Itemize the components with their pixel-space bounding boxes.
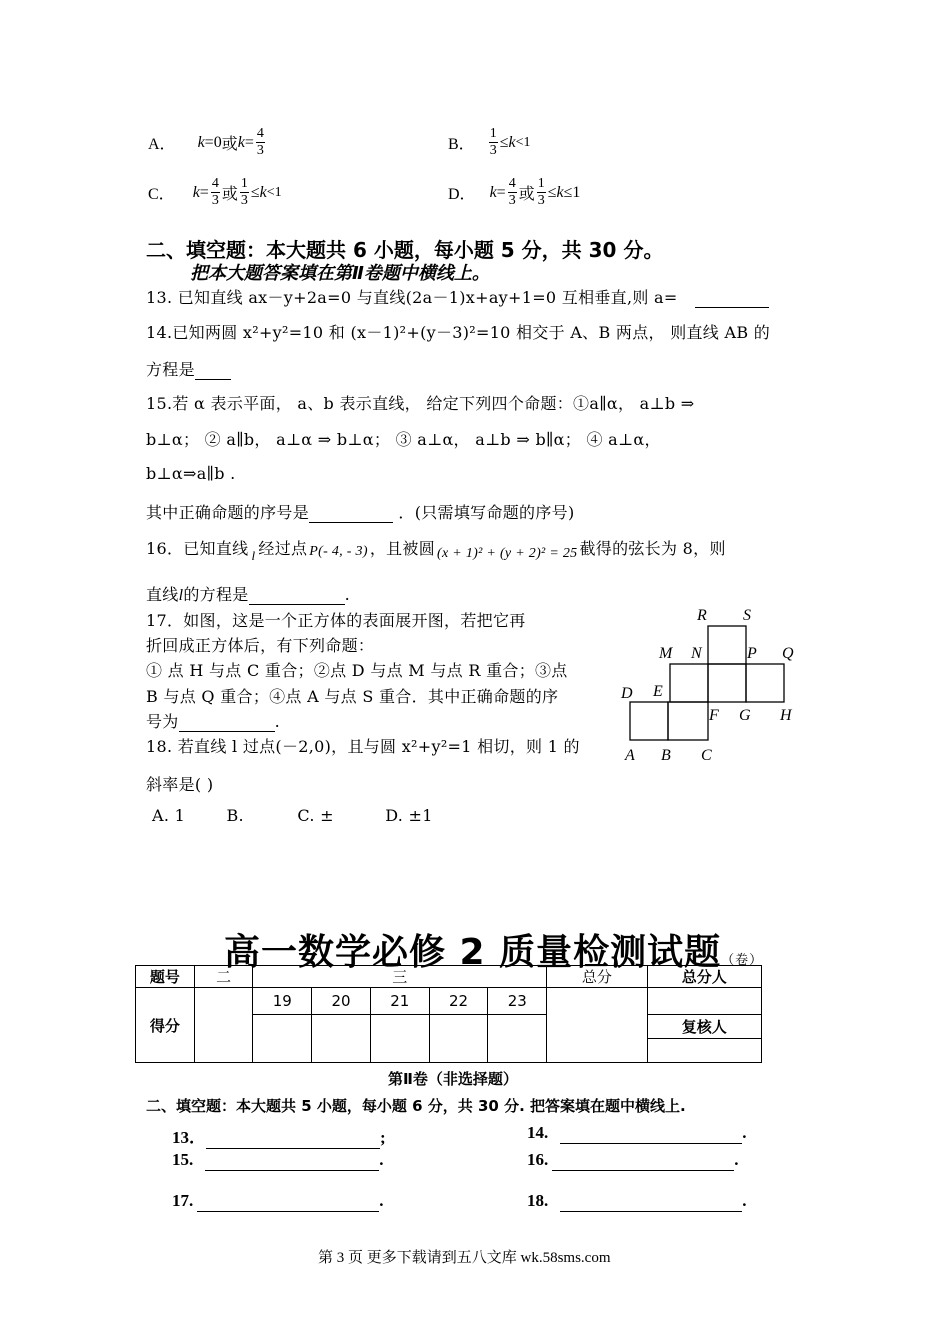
text: =	[496, 183, 506, 201]
answer-end: .	[734, 1150, 739, 1169]
question-15-line4	[146, 500, 575, 523]
answer-end: .	[742, 1191, 747, 1210]
answer-end: ;	[380, 1128, 386, 1147]
answer-number: 13．	[172, 1128, 206, 1147]
fraction	[508, 176, 517, 209]
net-square	[746, 664, 784, 702]
label-C: C	[701, 747, 712, 764]
label-Q: Q	[782, 645, 794, 662]
sub-20: 20	[312, 988, 371, 1015]
cube-net-figure	[615, 600, 805, 775]
question-text: .	[274, 712, 280, 731]
score-cell-total[interactable]	[547, 988, 647, 1063]
question-15-line2: b⊥α； ② a∥b， a⊥α ⇒ b⊥α； ③ a⊥α， a⊥b ⇒ b∥α； ④ a⊥α，	[146, 430, 661, 449]
text: =	[199, 183, 209, 201]
question-text: 其中正确命题的序号是	[146, 503, 310, 522]
question-17-line1: 17．如图，这是一个正方体的表面展开图，若把它再	[146, 611, 526, 630]
answer-blank	[249, 585, 345, 605]
denominator: 3	[211, 193, 219, 208]
question-15-line3: b⊥α⇒a∥b .	[146, 464, 236, 483]
point-p: P(- 4, - 3)	[309, 543, 368, 559]
sub-22: 22	[429, 988, 488, 1015]
fraction	[537, 176, 546, 209]
answer-end: .	[379, 1150, 384, 1169]
question-text: 的方程是	[183, 585, 249, 604]
answer-number: 17.	[172, 1191, 194, 1210]
section-heading: 二、填空题：本大题共 6 小题，每小题 5 分，共 30 分。	[146, 238, 664, 262]
question-17-line4: B 与点 Q 重合；④点 A 与点 S 重合．其中正确命题的序	[146, 687, 559, 706]
numerator: 4	[508, 176, 516, 191]
answer-number: 16.	[527, 1150, 549, 1169]
option-c	[148, 176, 282, 209]
option-b	[448, 126, 530, 159]
score-cell-22[interactable]	[429, 1015, 488, 1063]
option-d	[448, 176, 580, 209]
sub-21: 21	[370, 988, 429, 1015]
label-E: E	[653, 683, 663, 700]
fraction	[489, 126, 498, 159]
var-k: k	[237, 133, 245, 151]
question-16-line2	[146, 582, 350, 605]
paper-title-suffix: （卷）	[721, 953, 764, 968]
label-H: H	[780, 707, 792, 724]
question-14-line1: 14.已知两圆 x²+y²=10 和 (x－1)²+(y－3)²=10 相交于 A、B 两点， 则直线 AB 的	[146, 323, 771, 342]
answer-end: .	[742, 1123, 747, 1142]
answer-line-17[interactable]	[197, 1191, 379, 1212]
score-cell-23[interactable]	[488, 1015, 547, 1063]
question-15-line1: 15.若 α 表示平面， a、b 表示直线， 给定下列四个命题：①a∥α， a⊥b ⇒	[146, 394, 695, 413]
text: ≤	[250, 183, 260, 201]
question-text: .	[344, 585, 350, 604]
text: ≤	[547, 183, 557, 201]
answer-blank	[309, 503, 393, 523]
question-text: ，且被圆	[369, 539, 436, 558]
option-a	[148, 126, 267, 159]
label-P: P	[747, 645, 757, 662]
net-square	[630, 702, 668, 740]
var-k: k	[508, 133, 516, 151]
var-k: k	[259, 183, 267, 201]
numerator: 4	[256, 126, 264, 141]
sub-19: 19	[253, 988, 312, 1015]
fraction	[240, 176, 249, 209]
text: 或	[518, 186, 535, 203]
question-text: ．(只需填写命题的序号)	[393, 503, 575, 522]
question-18-line1: 18. 若直线 l 过点(－2,0)，且与圆 x²+y²=1 相切，则 1 的	[146, 737, 580, 756]
var-k: k	[556, 183, 564, 201]
score-cell-21[interactable]	[370, 1015, 429, 1063]
header-zongfen: 总分	[547, 966, 647, 988]
header-zongfenren: 总分人	[647, 966, 761, 988]
juan2-heading: 第Ⅱ卷（非选择题）	[388, 1070, 518, 1088]
text: ≤	[499, 133, 509, 151]
option-d: D. ±1	[385, 806, 433, 825]
text: <1	[266, 184, 282, 200]
var-k: k	[489, 183, 497, 201]
net-square	[708, 664, 746, 702]
numerator: 1	[489, 126, 497, 141]
question-text: 经过点	[258, 539, 308, 558]
answer-line-18[interactable]	[560, 1191, 742, 1212]
text: 或	[221, 136, 238, 153]
page-footer: 第 3 页 更多下载请到五八文库 wk.58sms.com	[318, 1250, 611, 1266]
label-R: R	[697, 607, 707, 624]
numerator: 4	[211, 176, 219, 191]
section-subheading: 把本大题答案填在第Ⅱ卷题中横线上。	[190, 263, 490, 284]
var-k: k	[197, 133, 205, 151]
answer-17	[172, 1191, 384, 1212]
header-san: 三	[253, 966, 547, 988]
denominator: 3	[489, 143, 497, 158]
question-text: 16．已知直线	[146, 539, 249, 558]
option-c: C. ±	[297, 806, 334, 825]
text: =0	[204, 133, 222, 151]
question-text: 直线	[146, 585, 179, 604]
label-fuheren: 复核人	[647, 1015, 761, 1039]
label-M: M	[659, 645, 673, 662]
answer-line-15[interactable]	[205, 1150, 379, 1171]
option-a: A. 1	[152, 806, 186, 825]
answer-line-13[interactable]	[206, 1128, 380, 1149]
label-defen: 得分	[136, 988, 195, 1063]
answer-number: 14.	[527, 1123, 549, 1142]
answer-number: 15.	[172, 1150, 194, 1169]
net-square	[668, 702, 708, 740]
text: 或	[221, 186, 238, 203]
fraction	[211, 176, 220, 209]
answer-number: 18.	[527, 1191, 549, 1210]
label-G: G	[739, 707, 751, 724]
question-16-line1	[146, 536, 726, 563]
answer-line-14[interactable]	[560, 1123, 742, 1144]
option-label: C．	[148, 186, 175, 203]
question-17-line3: ① 点 H 与点 C 重合；②点 D 与点 M 与点 R 重合；③点	[146, 661, 568, 680]
question-18-line2: 斜率是( )	[146, 775, 214, 794]
label-B: B	[661, 747, 671, 764]
answer-18	[527, 1191, 747, 1212]
var-l: l	[178, 587, 184, 604]
label-D: D	[621, 685, 633, 702]
question-14-line2	[146, 357, 231, 380]
question-18-options	[152, 806, 433, 825]
section-instructions: 二、填空题：本大题共 5 小题，每小题 6 分，共 30 分. 把答案填在题中横线上.	[146, 1097, 686, 1115]
label-N: N	[691, 645, 702, 662]
text: <1	[515, 134, 531, 150]
paper-title-text: 高一数学必修 2 质量检测试题	[224, 932, 722, 973]
label-A: A	[625, 747, 635, 764]
option-label: D．	[448, 186, 476, 203]
question-17-line2: 折回成正方体后，有下列命题：	[146, 636, 375, 655]
denominator: 3	[240, 193, 248, 208]
label-F: F	[709, 707, 719, 724]
option-b: B.	[226, 806, 244, 825]
fraction	[256, 126, 265, 159]
question-text: 方程是	[146, 360, 195, 379]
answer-end: .	[379, 1191, 384, 1210]
circle-equation: (x + 1)² + (y + 2)² = 25	[437, 545, 578, 561]
score-cell-zongfenren[interactable]	[647, 988, 761, 1015]
header-tihao: 题号	[136, 966, 195, 988]
answer-13	[172, 1123, 386, 1149]
answer-line-16[interactable]	[552, 1150, 734, 1171]
var-l: l	[251, 547, 256, 563]
sub-23: 23	[488, 988, 547, 1015]
question-text: 截得的弦长为 8，则	[579, 539, 726, 558]
text: ≤1	[563, 183, 581, 201]
denominator: 3	[256, 143, 264, 158]
question-text: 13. 已知直线 ax－y+2a=0 与直线(2a－1)x+ay+1=0 互相垂直,则 a=	[146, 288, 678, 307]
question-17-line5	[146, 709, 280, 732]
option-label: B．	[448, 136, 475, 153]
net-square	[708, 626, 746, 664]
answer-blank	[695, 288, 769, 308]
answer-16	[527, 1150, 739, 1171]
score-cell-fuheren[interactable]	[647, 1039, 761, 1063]
header-er: 二	[194, 966, 253, 988]
answer-14	[527, 1123, 747, 1144]
score-cell-19[interactable]	[253, 1015, 312, 1063]
label-S: S	[743, 607, 751, 624]
answer-15	[172, 1150, 384, 1171]
question-13	[146, 285, 769, 308]
var-k: k	[192, 183, 200, 201]
numerator: 1	[240, 176, 248, 191]
score-table	[135, 965, 762, 1063]
score-cell-er[interactable]	[194, 988, 253, 1063]
question-text: 号为	[146, 712, 179, 731]
numerator: 1	[537, 176, 545, 191]
option-label: A．	[148, 136, 176, 153]
denominator: 3	[537, 193, 545, 208]
score-cell-20[interactable]	[312, 1015, 371, 1063]
net-square	[670, 664, 708, 702]
answer-blank	[179, 712, 275, 732]
answer-blank	[195, 360, 231, 380]
denominator: 3	[508, 193, 516, 208]
text: =	[244, 133, 254, 151]
